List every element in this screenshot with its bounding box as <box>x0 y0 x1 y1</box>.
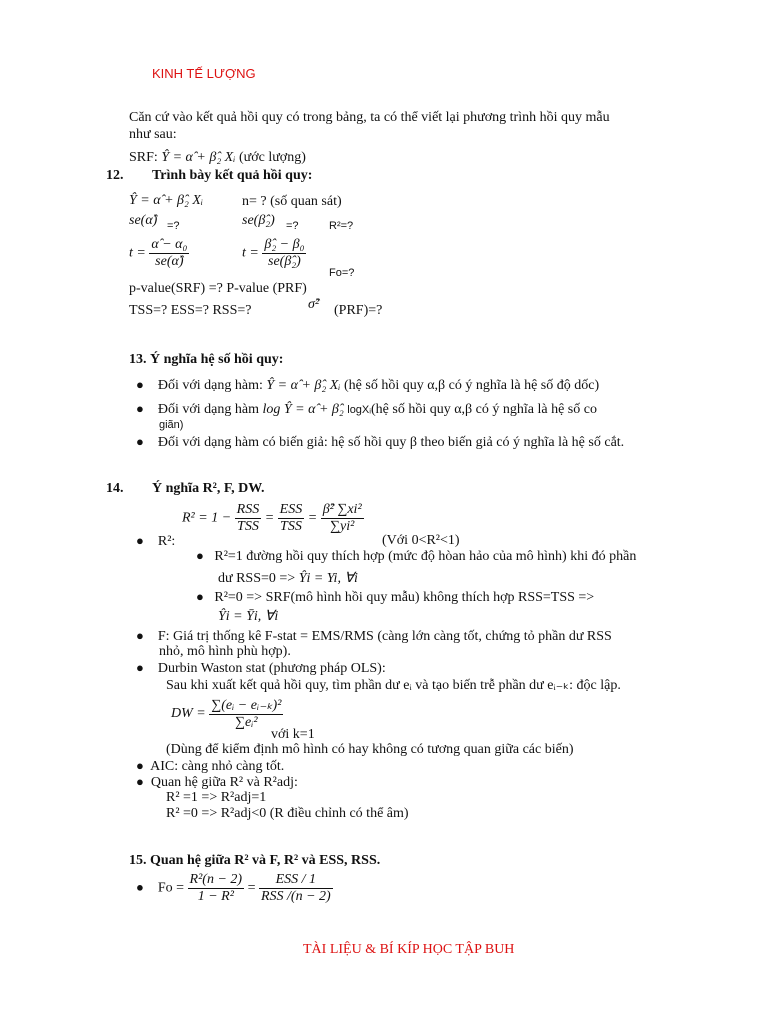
bullet-icon: ● <box>136 758 144 773</box>
r2-f2-den: TSS <box>280 519 302 534</box>
rel-text: Quan hệ giữa R² và R²adj: <box>150 775 298 790</box>
section-14-title: Ý nghĩa R², F, DW. <box>152 481 265 496</box>
dw-title: Durbin Waston stat (phương pháp OLS): <box>157 661 386 676</box>
fo-frac-1 <box>188 872 245 905</box>
dw-bullet <box>136 660 386 677</box>
tss-line: TSS=? ESS=? RSS=? <box>129 303 252 318</box>
bullet-icon: ● <box>196 548 204 563</box>
intro-line-2: như sau: <box>129 127 177 142</box>
r2-frac-1 <box>235 502 262 535</box>
fo-f2-num: ESS / 1 <box>259 872 333 889</box>
r2-eq1-cont-text: dư RSS=0 => <box>218 571 296 586</box>
f-text-cont: nhỏ, mô hình phù hợp). <box>159 644 291 659</box>
bullet-icon: ● <box>196 589 204 604</box>
fo-formula <box>136 872 333 905</box>
rel-bullet <box>136 774 298 791</box>
bullet-icon: ● <box>136 628 144 643</box>
t-beta-den: se(β̂₂) <box>268 254 301 269</box>
r2-bullet <box>136 533 175 550</box>
f-bullet <box>136 628 612 645</box>
bullet-icon: ● <box>136 660 144 675</box>
section-15-title: 15. Quan hệ giữa R² và F, R² và ESS, RSS. <box>129 853 381 868</box>
rel-line-2: R² =0 => R²adj<0 (R điều chỉnh có thể âm) <box>166 806 409 821</box>
s13-bullet-1 <box>136 377 599 394</box>
s13-b2-eq: log Ŷ = α̂ + β̂₂ <box>262 402 344 417</box>
section-13-title: 13. Ý nghĩa hệ số hồi quy: <box>129 352 284 367</box>
dw-den: ∑eᵢ² <box>235 715 258 730</box>
dw-lhs: DW = <box>171 706 206 722</box>
srf-equation: Ŷ = α̂ + β̂₂ Xᵢ <box>161 150 236 165</box>
se-beta: se(β̂₂) <box>242 213 275 228</box>
dw-k: với k=1 <box>271 727 315 742</box>
r2-f1-num: RSS <box>236 502 260 517</box>
dw-use: (Dùng để kiểm định mô hình có hay không có tương quan giữa các biến) <box>166 742 574 757</box>
se-alpha-q: =? <box>167 220 180 232</box>
se-alpha: se(α̂) <box>129 213 158 228</box>
dw-desc: Sau khi xuất kết quả hồi quy, tìm phần dư eᵢ và tạo biến trễ phần dư eᵢ₋ₖ: độc lập. <box>166 678 621 693</box>
s13-b3-text: Đối với dạng hàm có biến giả: hệ số hồi quy β theo biến giả có ý nghĩa là hệ số cắt. <box>157 435 625 450</box>
f-text: F: Giá trị thống kê F-stat = EMS/RMS (càng lớn càng tốt, chứng tỏ phần dư RSS <box>157 629 612 644</box>
srf-note: (ước lượng) <box>238 150 306 165</box>
s13-b2-cont: giãn) <box>159 419 184 431</box>
section-14-number: 14. <box>106 481 124 496</box>
s13-b2-logx: logXᵢ <box>347 404 371 416</box>
srf-line <box>129 150 306 166</box>
r2-question: R²=? <box>329 220 354 232</box>
r2-eq0-item <box>196 589 594 606</box>
t-beta-fraction <box>262 237 306 270</box>
page-header: KINH TẾ LƯỢNG <box>152 66 256 81</box>
r2-range: (Với 0<R²<1) <box>382 533 460 548</box>
s12-equation: Ŷ = α̂ + β̂₂ Xᵢ <box>129 193 204 208</box>
r2-lhs: R² = 1 − <box>182 510 232 526</box>
t-beta-num: β̂₂ − β₀ <box>264 237 305 252</box>
r2-frac-2 <box>278 502 305 535</box>
r2-eq1-text: R²=1 đường hồi quy thích hợp (mức độ hòan hảo của mô hình) khi đó phần <box>214 549 637 564</box>
t-stat-alpha <box>129 237 189 270</box>
t-lhs: t = <box>129 245 146 261</box>
r2-f2-num: ESS <box>279 502 303 517</box>
rel-line-1: R² =1 => R²adj=1 <box>166 790 267 805</box>
s13-bullet-2 <box>136 401 597 418</box>
bullet-icon: ● <box>136 879 144 895</box>
s13-bullet-3 <box>136 434 624 451</box>
r2-label: R²: <box>157 534 176 549</box>
srf-label: SRF: <box>129 150 158 165</box>
s13-b2-text-a: Đối với dạng hàm <box>157 402 259 417</box>
s13-b1-text-b: (hệ số hồi quy α,β có ý nghĩa là hệ số độ dốc) <box>344 378 600 393</box>
t-lhs-2: t = <box>242 245 259 261</box>
r2-eq1-equation: Ŷi = Yi, ∀i <box>298 571 358 586</box>
r2-eq0-text: R²=0 => SRF(mô hình hồi quy mẫu) không thích hợp RSS=TSS => <box>214 590 595 605</box>
section-12-title: Trình bày kết quả hồi quy: <box>152 168 313 183</box>
bullet-icon: ● <box>136 533 144 548</box>
dw-formula <box>171 697 283 731</box>
s13-b2-text-c: (hệ số hồi quy α,β có ý nghĩa là hệ số co <box>371 402 597 417</box>
t-alpha-fraction <box>149 237 189 270</box>
fo-question: Fo=? <box>329 267 355 279</box>
bullet-icon: ● <box>136 774 144 789</box>
r2-f3-den: ∑yi² <box>330 519 355 534</box>
bullet-icon: ● <box>136 434 144 449</box>
t-stat-beta <box>242 237 306 270</box>
section-12-number: 12. <box>106 168 124 183</box>
dw-num: ∑(eᵢ − eᵢ₋ₖ)² <box>211 698 282 713</box>
fo-frac-2 <box>259 872 333 905</box>
se-beta-q: =? <box>286 220 299 232</box>
r2-frac-3 <box>321 502 364 535</box>
fo-f1-num: R²(n − 2) <box>189 872 243 887</box>
bullet-icon: ● <box>136 377 144 392</box>
aic-bullet <box>136 758 284 775</box>
r2-f3-num: β̂² ∑xi² <box>322 502 362 517</box>
page-footer: TÀI LIỆU & BÍ KÍP HỌC TẬP BUH <box>303 942 515 957</box>
t-alpha-den: se(α̂) <box>155 254 184 269</box>
s13-b1-text-a: Đối với dạng hàm: <box>157 378 263 393</box>
fo-equals: = <box>247 880 256 896</box>
aic-text: AIC: càng nhỏ càng tốt. <box>150 759 285 774</box>
fo-lhs: Fo = <box>157 880 185 896</box>
fo-f1-den: 1 − R² <box>197 889 234 904</box>
s12-n-note: n= ? (số quan sát) <box>242 194 342 209</box>
r2-eq1-cont <box>218 570 358 587</box>
r2-formula: R² = 1 − $\frac{\text{RSS}}{\text{TSS}}$ = $\frac{\text{ESS}}{\text{TSS}}$ = $\frac{\text{β̂² ∑xi²}}{\text{∑yi²}}$ <box>182 502 362 534</box>
bullet-icon: ● <box>136 401 144 416</box>
fo-f2-den: RSS /(n − 2) <box>260 889 331 904</box>
dw-fraction <box>209 697 283 731</box>
r2-f1-den: TSS <box>237 519 259 534</box>
sigma-hat: σ̂² <box>308 297 320 312</box>
intro-line-1: Căn cứ vào kết quả hồi quy có trong bảng, ta có thể viết lại phương trình hồi quy mẫu <box>129 110 610 125</box>
r2-eq1-item <box>196 548 636 565</box>
r2-eq0-equation: Ŷi = Ȳi, ∀i <box>218 609 279 624</box>
s13-b1-eq: Ŷ = α̂ + β̂₂ Xᵢ <box>266 378 341 393</box>
prf-question: (PRF)=? <box>334 303 383 318</box>
t-alpha-num: α̂ − α₀ <box>151 237 188 252</box>
p-value-line: p-value(SRF) =? P-value (PRF) <box>129 281 307 296</box>
